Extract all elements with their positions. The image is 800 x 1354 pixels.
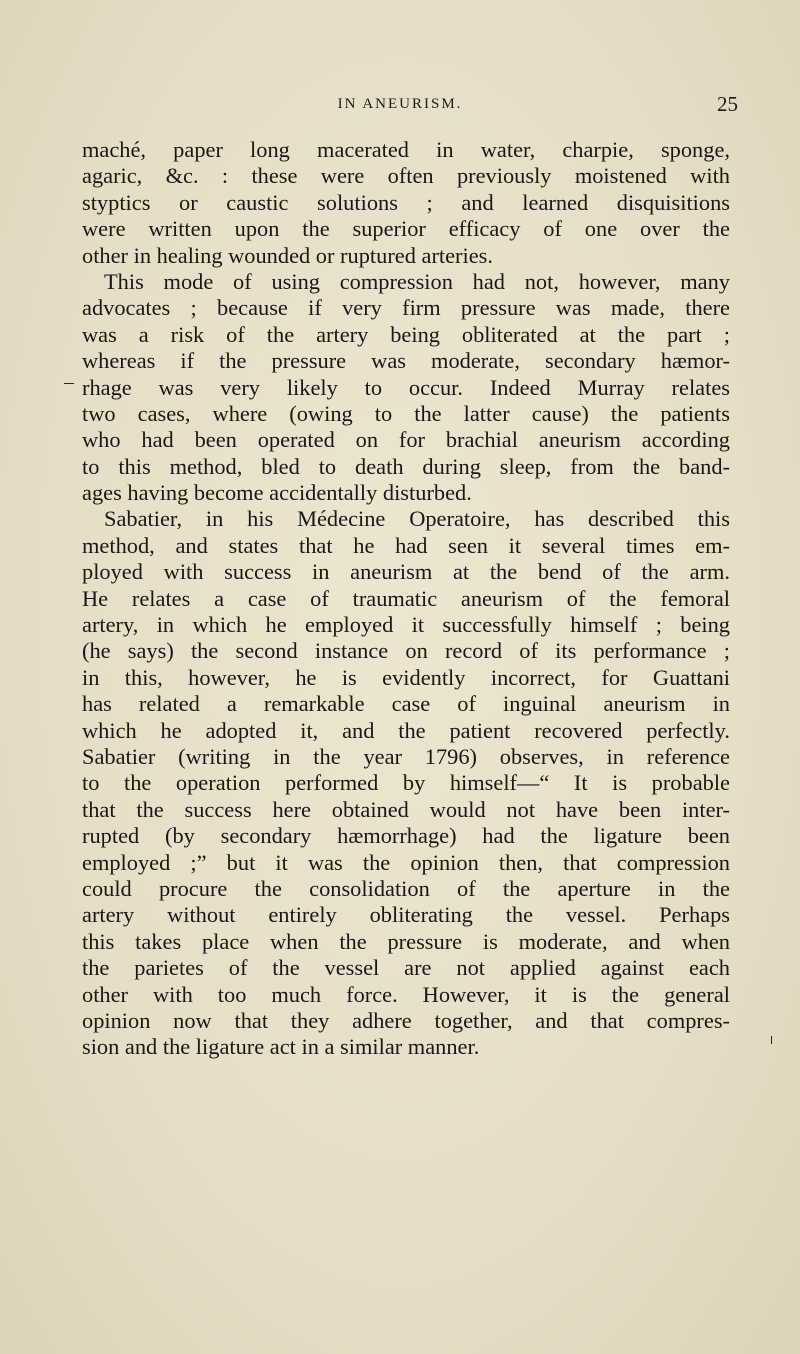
text-line: ployed with success in aneurism at the bend of the arm.: [82, 559, 730, 585]
text-line: in this, however, he is evidently incorrect, for Guattani: [82, 664, 730, 690]
text-line: whereas if the pressure was moderate, secondary hæmor-: [82, 348, 730, 374]
text-line: to the operation performed by himself—“ It is probable: [82, 770, 730, 796]
text-line: two cases, where (owing to the latter cause) the patients: [82, 400, 730, 426]
text-line: method, and states that he had seen it several times em-: [82, 532, 730, 558]
text-line: the parietes of the vessel are not applied against each: [82, 955, 730, 981]
text-line: styptics or caustic solutions ; and learned disquisitions: [82, 189, 730, 215]
text-line: which he adopted it, and the patient recovered perfectly.: [82, 717, 730, 743]
text-line: could procure the consolidation of the aperture in the: [82, 875, 730, 901]
text-line: Sabatier (writing in the year 1796) observes, in reference: [82, 743, 730, 769]
margin-mark: [771, 1036, 772, 1044]
text-line: that the success here obtained would not have been inter-: [82, 796, 730, 822]
running-title: IN ANEURISM.: [337, 96, 463, 112]
margin-mark: [64, 383, 74, 384]
text-line: rupted (by secondary hæmorrhage) had the ligature been: [82, 823, 730, 849]
text-line: artery, in which he employed it successfully himself ; being: [82, 612, 730, 638]
text-line: Sabatier, in his Médecine Operatoire, has described this: [104, 506, 730, 532]
text-line: (he says) the second instance on record of its performance ;: [82, 638, 730, 664]
text-line: employed ;” but it was the opinion then, that compression: [82, 849, 730, 875]
text-line: other with too much force. However, it is the general: [82, 981, 730, 1007]
text-line: opinion now that they adhere together, and that compres-: [82, 1007, 730, 1033]
text-line: artery without entirely obliterating the vessel. Perhaps: [82, 902, 730, 928]
text-line: other in healing wounded or ruptured arteries.: [82, 242, 493, 268]
text-line: advocates ; because if very firm pressure was made, there: [82, 295, 730, 321]
text-line: who had been operated on for brachial aneurism according: [82, 427, 730, 453]
body-text: [82, 137, 730, 1061]
running-head: [0, 92, 800, 116]
text-line: This mode of using compression had not, however, many: [104, 268, 730, 294]
text-line: this takes place when the pressure is moderate, and when: [82, 928, 730, 954]
text-line: rhage was very likely to occur. Indeed Murray relates: [82, 374, 730, 400]
text-line: agaric, &c. : these were often previously moistened with: [82, 163, 730, 189]
text-line: was a risk of the artery being obliterated at the part ;: [82, 321, 730, 347]
text-line: has related a remarkable case of inguinal aneurism in: [82, 691, 730, 717]
text-line: maché, paper long macerated in water, charpie, sponge,: [82, 137, 730, 162]
text-line: He relates a case of traumatic aneurism of the femoral: [82, 585, 730, 611]
text-line: to this method, bled to death during sleep, from the band-: [82, 453, 730, 479]
text-line: sion and the ligature act in a similar manner.: [82, 1034, 480, 1060]
text-line: ages having become accidentally disturbed.: [82, 480, 472, 506]
page-number: 25: [717, 92, 738, 116]
text-line: were written upon the superior efficacy of one over the: [82, 216, 730, 242]
